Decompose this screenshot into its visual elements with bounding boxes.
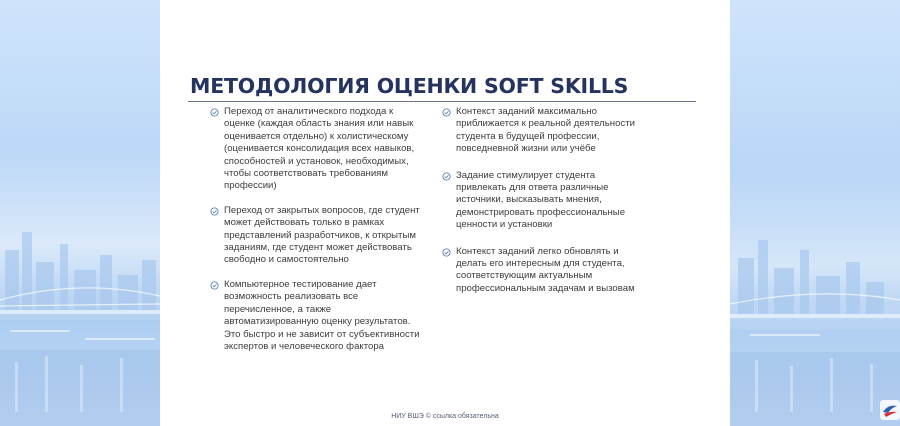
slide <box>160 0 730 426</box>
list-item <box>210 205 425 267</box>
cityscape-right-illustration <box>730 0 900 426</box>
check-circle-icon <box>442 172 451 181</box>
check-circle-icon <box>210 108 219 117</box>
list-item-text: Контекст заданий максимально приближается к реальной деятельности студента в будущей профессии, повседневной жизни или учёбе <box>456 106 635 155</box>
list-item <box>210 106 425 193</box>
list-item-text: Задание стимулирует студента привлекать для ответа различные источники, высказывать мнения, демонстрировать профессиональные ценности и установки <box>456 169 626 231</box>
list-item <box>442 170 642 232</box>
left-bullet-list <box>210 106 425 353</box>
cityscape-left-illustration <box>0 0 160 426</box>
list-item-text: Компьютерное тестирование дает возможность реализовать все перечисленное, а также автоматизированную оценку результатов. Это быстро и не зависит от субъективности экспертов и человеческого фактора <box>224 278 420 352</box>
presentation-logo-icon <box>880 400 900 420</box>
right-bullet-list <box>442 106 642 295</box>
list-item <box>210 279 425 353</box>
list-item-text: Переход от закрытых вопросов, где студент может действовать только в рамках представлений разработчиков, к открытым заданиям, где студент может действовать свободно и самостоятельно <box>224 204 420 266</box>
list-item <box>442 106 642 156</box>
slide-footer: НИУ ВШЭ © ссылка обязательна <box>391 413 499 420</box>
title-divider <box>188 101 696 102</box>
list-item-text: Контекст заданий легко обновлять и делать его интересным для студента, соответствующим актуальным профессиональным задачам и вызовам <box>456 245 635 294</box>
check-circle-icon <box>210 207 219 216</box>
list-item-text: Переход от аналитического подхода к оценке (каждая область знания или навык оценивается отдельно) к холистическому (оценивается консолидация всех навыков, способностей и установок, необходимых, чтобы соответствовать требованиям профессии) <box>224 106 415 192</box>
check-circle-icon <box>210 281 219 290</box>
slide-title: МЕТОДОЛОГИЯ ОЦЕНКИ SOFT SKILLS <box>190 74 629 98</box>
list-item <box>442 246 642 296</box>
background-cityscape-right <box>730 0 900 426</box>
check-circle-icon <box>442 108 451 117</box>
check-circle-icon <box>442 248 451 257</box>
background-cityscape-left <box>0 0 160 426</box>
